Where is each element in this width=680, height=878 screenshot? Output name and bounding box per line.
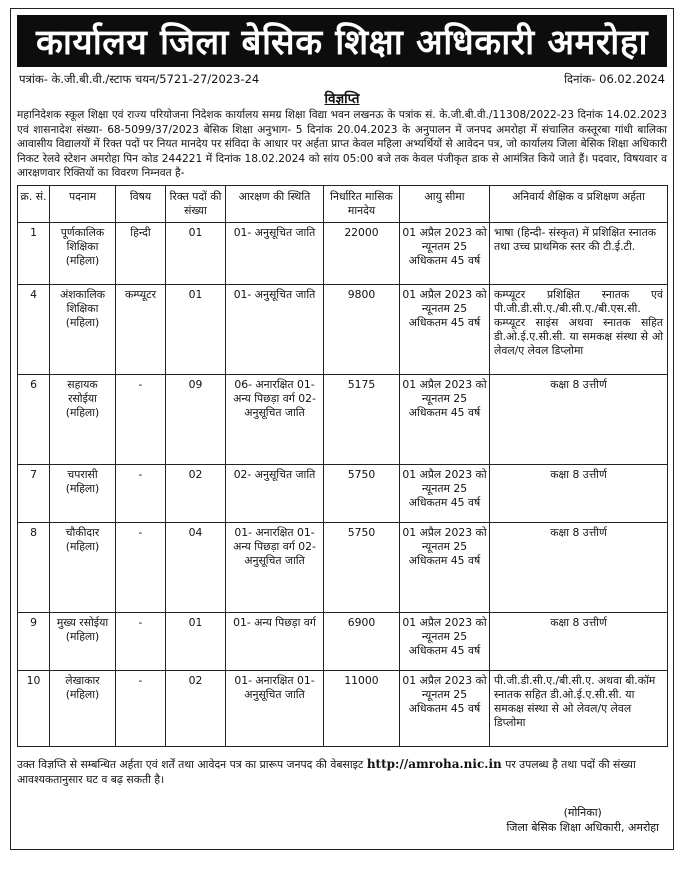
cell-subject: -	[116, 670, 166, 746]
cell-qualification: पी.जी.डी.सी.ए./बी.सी.ए. अथवा बी.कॉम स्नातक सहित डी.ओ.ई.ए.सी.सी. या समकक्ष संस्था से ओ लेवल/ए लेवल डिप्लोमा	[490, 670, 668, 746]
cell-salary: 6900	[324, 612, 400, 670]
table-row	[18, 670, 668, 746]
cell-age: 01 अप्रैल 2023 को न्यूनतम 25 अधिकतम 45 वर्ष	[400, 374, 490, 464]
cell-age: 01 अप्रैल 2023 को न्यूनतम 25 अधिकतम 45 वर्ष	[400, 464, 490, 522]
cell-vacancies: 01	[166, 612, 226, 670]
cell-sno: 4	[18, 284, 50, 374]
cell-reservation: 01- अनारक्षित 01- अनुसूचित जाति	[226, 670, 324, 746]
header-post: पदनाम	[50, 185, 116, 222]
cell-age: 01 अप्रैल 2023 को न्यूनतम 25 अधिकतम 45 वर्ष	[400, 284, 490, 374]
cell-subject: हिन्दी	[116, 222, 166, 284]
header-salary: निर्धारित मासिक मानदेय	[324, 185, 400, 222]
footer-text-after: पर उपलब्ध है तथा पदों की संख्या आवश्यकतानुसार घट व बढ़ सकती है।	[17, 757, 636, 786]
cell-age: 01 अप्रैल 2023 को न्यूनतम 25 अधिकतम 45 वर्ष	[400, 222, 490, 284]
footer-text-before: उक्त विज्ञप्ति से सम्बन्धित अर्हता एवं शर्तें तथा आवेदन पत्र का प्रारूप जनपद की वेबसाइट	[17, 757, 364, 771]
reference-line	[11, 67, 673, 87]
cell-vacancies: 04	[166, 522, 226, 612]
cell-post: चपरासी (महिला)	[50, 464, 116, 522]
table-header-row	[18, 185, 668, 222]
cell-salary: 11000	[324, 670, 400, 746]
cell-vacancies: 01	[166, 284, 226, 374]
cell-subject: -	[116, 464, 166, 522]
cell-sno: 10	[18, 670, 50, 746]
cell-post: अंशकालिक शिक्षिका (महिला)	[50, 284, 116, 374]
cell-post: सहायक रसोईया (महिला)	[50, 374, 116, 464]
cell-salary: 5750	[324, 522, 400, 612]
cell-reservation: 01- अनारक्षित 01- अन्य पिछड़ा वर्ग 02- अनुसूचित जाति	[226, 522, 324, 612]
footer-note	[11, 747, 673, 787]
cell-qualification: कम्प्यूटर प्रशिक्षित स्नातक एवं पी.जी.डी.सी.ए./बी.सी.ए./बी.एस.सी. कम्प्यूटर साइंस अथवा स्नातक सहित डी.ओ.ई.ए.सी.सी. या समकक्ष संस्था से ओ लेवल/ए लेवल डिप्लोमा	[490, 284, 668, 374]
cell-vacancies: 01	[166, 222, 226, 284]
table-row	[18, 522, 668, 612]
signature-block	[506, 805, 659, 835]
cell-sno: 1	[18, 222, 50, 284]
cell-sno: 8	[18, 522, 50, 612]
cell-salary: 5750	[324, 464, 400, 522]
table-row	[18, 284, 668, 374]
website-link[interactable]: http://amroha.nic.in	[366, 756, 502, 771]
header-age: आयु सीमा	[400, 185, 490, 222]
cell-sno: 6	[18, 374, 50, 464]
cell-qualification: कक्षा 8 उत्तीर्ण	[490, 612, 668, 670]
cell-post: मुख्य रसोईया (महिला)	[50, 612, 116, 670]
office-title-banner: कार्यालय जिला बेसिक शिक्षा अधिकारी अमरोहा	[17, 15, 667, 67]
reference-number: पत्रांक- के.जी.बी.वी./स्टाफ चयन/5721-27/2023-24	[19, 72, 260, 86]
header-vacancies: रिक्त पदों की संख्या	[166, 185, 226, 222]
table-row	[18, 222, 668, 284]
cell-subject: कम्प्यूटर	[116, 284, 166, 374]
vacancy-table	[17, 185, 668, 747]
intro-paragraph: महानिदेशक स्कूल शिक्षा एवं राज्य परियोजना निदेशक कार्यालय समग्र शिक्षा विद्या भवन लखनऊ के पत्रांक सं. के.जी.बी.वी./11308/2022-23 दिनांक 14.02.2023 एवं शासनादेश संख्या- 68-5099/37/2023 बेसिक शिक्षा अनुभाग- 5 दिनांक 20.04.2023 के अनुपालन में जनपद अमरोहा में संचालित कस्तूरबा गांधी बालिका आवासीय विद्यालयों में रिक्त पदों पर नियत मानदेय पर संविदा के आधार पर अर्हता प्राप्त केवल महिला अभ्यर्थियों से आवेदन पत्र, जो कार्यालय जिला बेसिक शिक्षा अधिकारी निकट रेलवे स्टेशन अमरोहा पिन कोड 244221 में दिनांक 18.02.2024 को सांय 05:00 बजे तक केवल पंजीकृत डाक से आमंत्रित किये जाते हैं। पदवार, विषयवार व आरक्षणवार रिक्तियों का विवरण निम्नवत है-	[17, 109, 667, 179]
cell-age: 01 अप्रैल 2023 को न्यूनतम 25 अधिकतम 45 वर्ष	[400, 522, 490, 612]
cell-qualification: भाषा (हिन्दी- संस्कृत) में प्रशिक्षित स्नातक तथा उच्च प्राथमिक स्तर की टी.ई.टी.	[490, 222, 668, 284]
notice-page	[10, 8, 674, 850]
notice-title: विज्ञप्ति	[324, 91, 360, 107]
table-row	[18, 374, 668, 464]
cell-subject: -	[116, 522, 166, 612]
cell-vacancies: 09	[166, 374, 226, 464]
cell-salary: 9800	[324, 284, 400, 374]
cell-reservation: 01- अनुसूचित जाति	[226, 222, 324, 284]
cell-sno: 9	[18, 612, 50, 670]
cell-post: पूर्णकालिक शिक्षिका (महिला)	[50, 222, 116, 284]
header-reservation: आरक्षण की स्थिति	[226, 185, 324, 222]
cell-post: चौकीदार (महिला)	[50, 522, 116, 612]
header-sno: क्र. सं.	[18, 185, 50, 222]
notice-date: दिनांक- 06.02.2024	[564, 72, 665, 86]
signatory-designation: जिला बेसिक शिक्षा अधिकारी, अमरोहा	[506, 821, 659, 834]
cell-salary: 22000	[324, 222, 400, 284]
cell-age: 01 अप्रैल 2023 को न्यूनतम 25 अधिकतम 45 वर्ष	[400, 670, 490, 746]
cell-reservation: 06- अनारक्षित 01- अन्य पिछड़ा वर्ग 02- अनुसूचित जाति	[226, 374, 324, 464]
cell-subject: -	[116, 374, 166, 464]
cell-subject: -	[116, 612, 166, 670]
cell-vacancies: 02	[166, 670, 226, 746]
cell-qualification: कक्षा 8 उत्तीर्ण	[490, 464, 668, 522]
header-subject: विषय	[116, 185, 166, 222]
cell-reservation: 02- अनुसूचित जाति	[226, 464, 324, 522]
cell-vacancies: 02	[166, 464, 226, 522]
cell-qualification: कक्षा 8 उत्तीर्ण	[490, 374, 668, 464]
cell-salary: 5175	[324, 374, 400, 464]
header-qualification: अनिवार्य शैक्षिक व प्रशिक्षण अर्हता	[490, 185, 668, 222]
cell-reservation: 01- अन्य पिछड़ा वर्ग	[226, 612, 324, 670]
cell-age: 01 अप्रैल 2023 को न्यूनतम 25 अधिकतम 45 वर्ष	[400, 612, 490, 670]
cell-post: लेखाकार (महिला)	[50, 670, 116, 746]
cell-qualification: कक्षा 8 उत्तीर्ण	[490, 522, 668, 612]
table-row	[18, 612, 668, 670]
cell-sno: 7	[18, 464, 50, 522]
signatory-name: (मोनिका)	[563, 806, 602, 819]
table-row	[18, 464, 668, 522]
cell-reservation: 01- अनुसूचित जाति	[226, 284, 324, 374]
